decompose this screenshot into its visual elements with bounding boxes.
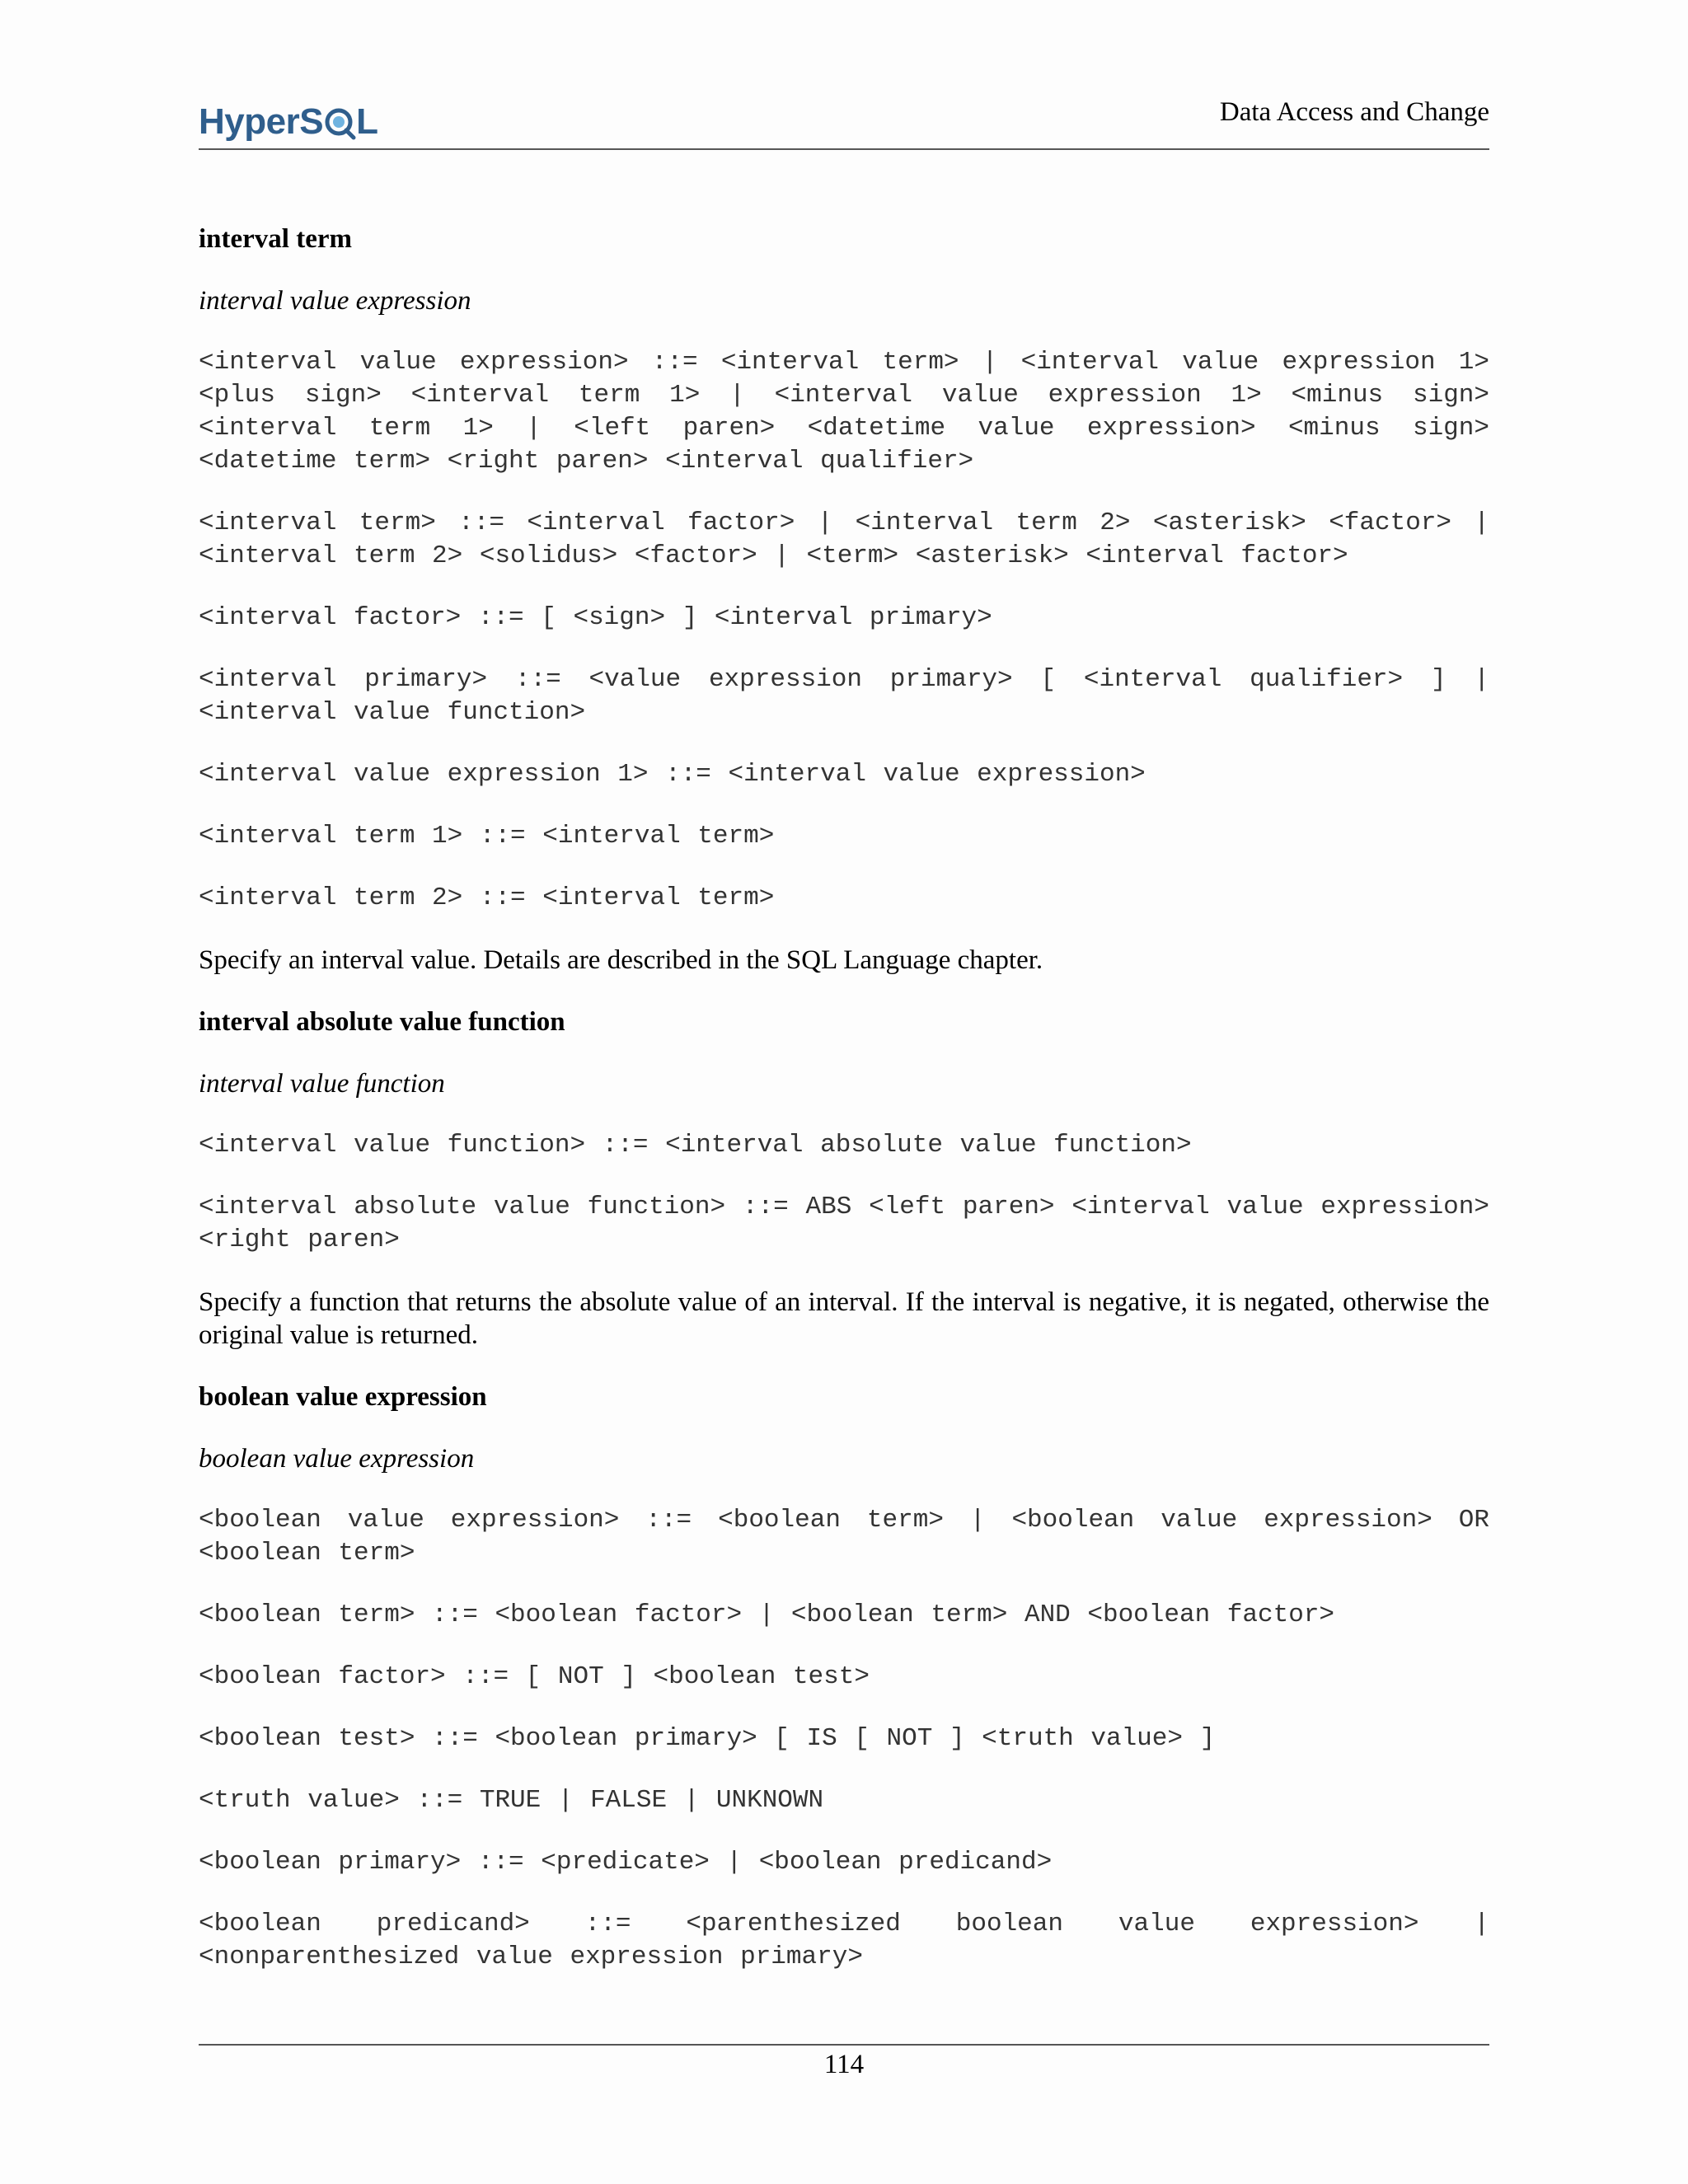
description-paragraph: Specify an interval value. Details are described in the SQL Language chapter. [199,945,1043,975]
syntax-rule: <interval value expression 1> ::= <interval value expression> [199,760,1146,789]
syntax-rule: <boolean term> ::= <boolean factor> | <boolean term> AND <boolean factor> [199,1601,1335,1629]
main-content [199,223,1489,1974]
logo-text-prefix: HyperS [199,101,324,142]
footer-divider [199,2044,1489,2046]
syntax-rule: <boolean primary> ::= <predicate> | <boolean predicand> [199,1848,1053,1877]
logo-text-suffix: L [356,101,378,142]
syntax-rule: <boolean predicand> ::= <parenthesized boolean value expression> | <nonparenthesized value expression primary> [199,1910,1489,1971]
syntax-rule: <interval absolute value function> ::= ABS <left paren> <interval value expression> <right paren> [199,1193,1489,1254]
section-heading: boolean value expression [199,1382,487,1412]
syntax-subheading: interval value expression [199,286,471,316]
syntax-rule: <interval term 1> ::= <interval term> [199,822,775,851]
section-title: Data Access and Change [1219,97,1489,127]
hypersql-logo [199,99,377,145]
syntax-rule: <boolean value expression> ::= <boolean term> | <boolean value expression> OR <boolean term> [199,1506,1489,1568]
syntax-rule: <interval term 2> ::= <interval term> [199,883,775,912]
syntax-rule: <interval term> ::= <interval factor> | <interval term 2> <asterisk> <factor> | <interval term 2> <solidus> <factor> | <term> <asterisk> <interval factor> [199,509,1489,570]
syntax-rule: <interval primary> ::= <value expression primary> [ <interval qualifier> ] | <interval value function> [199,665,1489,727]
section-heading: interval absolute value function [199,1007,565,1037]
page-number: 114 [823,2050,865,2079]
syntax-rule: <interval value expression> ::= <interval term> | <interval value expression 1> <plus sign> <interval term 1> | <interval value expression 1> <minus sign> <interval term 1> | <left paren> <datetime value expression> <minus sign> <datetime term> <right paren> <interval qualifier> [199,348,1489,476]
page-header [199,89,1489,150]
syntax-rule: <boolean factor> ::= [ NOT ] <boolean test> [199,1662,870,1691]
syntax-subheading: boolean value expression [199,1444,475,1474]
syntax-rule: <interval factor> ::= [ <sign> ] <interval primary> [199,603,992,632]
syntax-subheading: interval value function [199,1069,445,1099]
section-heading: interval term [199,224,352,254]
syntax-rule: <interval value function> ::= <interval absolute value function> [199,1131,1192,1160]
syntax-rule: <boolean test> ::= <boolean primary> [ IS [ NOT ] <truth value> ] [199,1724,1216,1753]
description-paragraph: Specify a function that returns the absolute value of an interval. If the interval is negative, it is negated, otherwise the original value is returned. [199,1287,1489,1350]
syntax-rule: <truth value> ::= TRUE | FALSE | UNKNOWN [199,1786,824,1815]
logo-q-magnifier-icon [323,104,356,140]
